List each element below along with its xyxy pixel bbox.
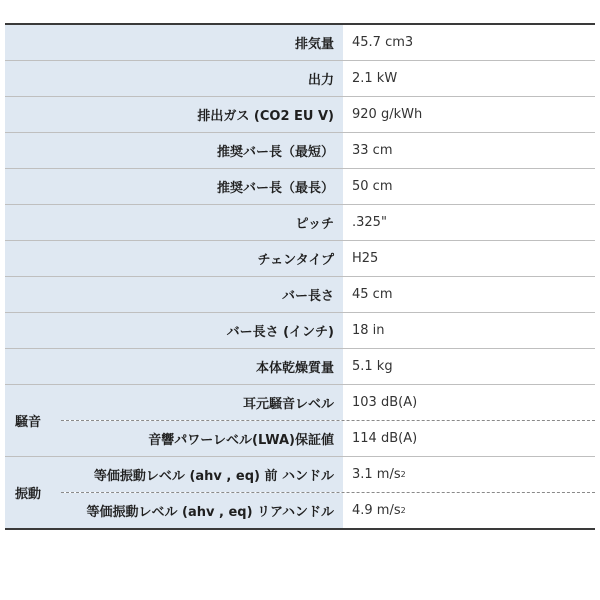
spec-value: 4.9 m/s 2 xyxy=(352,503,406,518)
spec-label: 推奨バー長（最長） xyxy=(5,169,343,204)
spec-label: 排気量 xyxy=(5,25,343,60)
vibration-group-title: 振動 xyxy=(5,457,61,528)
spec-label: ピッチ xyxy=(5,205,343,240)
spec-label: 本体乾燥質量 xyxy=(5,349,343,384)
spec-value: 103 dB(A) xyxy=(352,395,418,410)
spec-label: チェンタイプ xyxy=(5,241,343,276)
spec-label: バー長さ xyxy=(5,277,343,312)
spec-value: 3.1 m/s 2 xyxy=(352,467,406,482)
spec-row-dry-weight xyxy=(5,349,595,385)
noise-group-title: 騒音 xyxy=(5,385,61,456)
noise-group xyxy=(5,385,595,457)
spec-label: 等価振動レベル (ahv , eq) リアハンドル xyxy=(61,493,343,528)
spec-label: 推奨バー長（最短） xyxy=(5,133,343,168)
spec-label: 耳元騒音レベル xyxy=(61,385,343,420)
spec-row-chain-type xyxy=(5,241,595,277)
spec-value: 50 cm xyxy=(352,179,393,194)
spec-row-bar-length-min xyxy=(5,133,595,169)
spec-value: .325" xyxy=(352,215,387,230)
noise-row-sound-power xyxy=(61,420,595,456)
spec-value: H25 xyxy=(352,251,379,266)
spec-value: 114 dB(A) xyxy=(352,431,418,446)
spec-value: 18 in xyxy=(352,323,385,338)
spec-row-power xyxy=(5,61,595,97)
spec-row-emissions xyxy=(5,97,595,133)
spec-value: 2.1 kW xyxy=(352,71,398,86)
spec-row-pitch xyxy=(5,205,595,241)
spec-value: 920 g/kWh xyxy=(352,107,423,122)
vibration-group xyxy=(5,457,595,528)
noise-row-ear-level xyxy=(61,385,595,420)
spec-value: 45 cm xyxy=(352,287,393,302)
spec-row-bar-length xyxy=(5,277,595,313)
spec-label: 排出ガス (CO2 EU V) xyxy=(5,97,343,132)
spec-label: 出力 xyxy=(5,61,343,96)
spec-label: バー長さ (インチ) xyxy=(5,313,343,348)
spec-label: 音響パワーレベル(LWA)保証値 xyxy=(61,421,343,456)
spec-row-bar-length-inch xyxy=(5,313,595,349)
vibration-row-rear-handle xyxy=(61,492,595,528)
spec-value: 5.1 kg xyxy=(352,359,393,374)
vibration-row-front-handle xyxy=(61,457,595,492)
spec-table xyxy=(5,23,595,530)
spec-label: 等価振動レベル (ahv , eq) 前 ハンドル xyxy=(61,457,343,492)
spec-value: 45.7 cm3 xyxy=(352,35,414,50)
spec-row-bar-length-max xyxy=(5,169,595,205)
spec-row-displacement xyxy=(5,25,595,61)
spec-value: 33 cm xyxy=(352,143,393,158)
